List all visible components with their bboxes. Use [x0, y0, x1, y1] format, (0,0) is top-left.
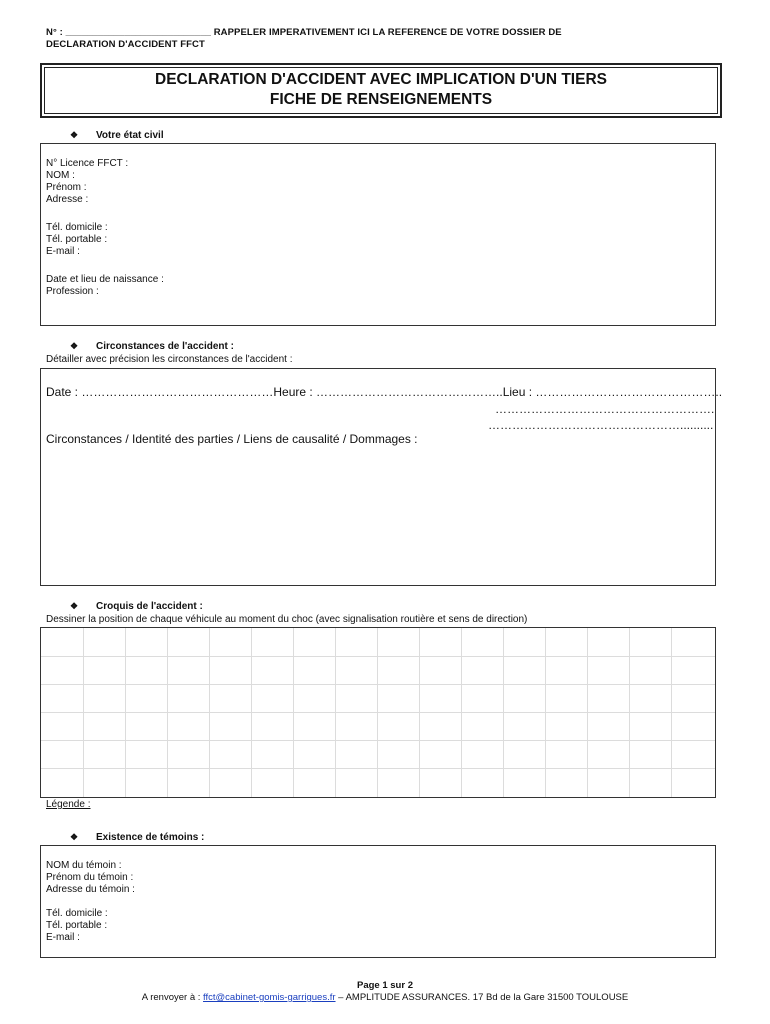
return-prefix: A renvoyer à :	[141, 992, 204, 1003]
field-profession: Profession :	[46, 286, 99, 297]
field-licence: N° Licence FFCT :	[46, 158, 129, 169]
field-nom: NOM :	[46, 170, 75, 181]
field-nom-temoin: NOM du témoin :	[46, 860, 122, 871]
circonstances-box[interactable]	[40, 368, 723, 586]
field-email: E-mail :	[46, 246, 80, 257]
field-adresse-temoin: Adresse du témoin :	[46, 884, 135, 895]
field-naissance: Date et lieu de naissance :	[46, 274, 164, 285]
circonstances-details-label: Circonstances / Identité des parties / Liens de causalité / Dommages :	[46, 432, 418, 446]
section-heading-circonstances: ❖ Circonstances de l'accident :	[70, 341, 234, 352]
dossier-reference-notice	[46, 27, 562, 51]
reference-line-1: N° : ___________________________ RAPPELER IMPERATIVEMENT ICI LA REFERENCE DE VOTRE DOSSIER DE	[46, 27, 562, 38]
croquis-instruction: Dessiner la position de chaque véhicule au moment du choc (avec signalisation routière et sens de direction)	[46, 614, 528, 625]
field-prenom: Prénom :	[46, 182, 87, 193]
field-tel-domicile: Tél. domicile :	[46, 222, 108, 233]
lieu-continuation-2: …………………………………………..........	[488, 418, 714, 432]
section-heading-temoins: ❖ Existence de témoins :	[70, 832, 205, 843]
etat-civil-fields	[41, 144, 715, 298]
temoins-box[interactable]	[40, 845, 716, 958]
etat-civil-box[interactable]	[40, 143, 716, 326]
field-prenom-temoin: Prénom du témoin :	[46, 872, 134, 883]
diamond-bullet-icon: ❖	[70, 832, 79, 842]
field-email-temoin: E-mail :	[46, 932, 80, 943]
field-tel-domicile-temoin: Tél. domicile :	[46, 908, 108, 919]
lieu-continuation-1: ……………………………………………….	[495, 402, 715, 416]
diamond-bullet-icon: ❖	[70, 601, 79, 611]
form-subtitle: FICHE DE RENSEIGNEMENTS	[269, 91, 493, 108]
reference-line-2: DECLARATION D'ACCIDENT FFCT	[46, 39, 205, 50]
circonstances-instruction: Détailler avec précision les circonstances de l'accident :	[46, 354, 293, 365]
temoins-fields	[41, 846, 715, 944]
section-heading-etat-civil: ❖ Votre état civil	[70, 130, 164, 141]
field-tel-portable-temoin: Tél. portable :	[46, 920, 108, 931]
spacer	[46, 258, 715, 274]
diamond-bullet-icon: ❖	[70, 341, 79, 351]
date-heure-lieu-line: Date : …………………………………………Heure : ………………………………………..Lieu : ………………………………………..	[46, 385, 723, 399]
sketch-grid-lines	[41, 628, 715, 797]
field-adresse: Adresse :	[46, 194, 89, 205]
sketch-grid[interactable]	[40, 627, 716, 798]
field-tel-portable: Tél. portable :	[46, 234, 108, 245]
return-address	[0, 992, 770, 1003]
diamond-bullet-icon: ❖	[70, 130, 79, 140]
page-number: Page 1 sur 2	[357, 980, 413, 991]
spacer	[46, 206, 715, 222]
return-suffix: – AMPLITUDE ASSURANCES. 17 Bd de la Gare 31500 TOULOUSE	[335, 992, 629, 1003]
email-link[interactable]: ffct@cabinet-gomis-garrigues.fr	[203, 992, 336, 1003]
form-title: DECLARATION D'ACCIDENT AVEC IMPLICATION D'UN TIERS	[155, 71, 607, 88]
section-heading-croquis: ❖ Croquis de l'accident :	[70, 601, 203, 612]
form-title-box	[40, 63, 722, 118]
spacer	[46, 896, 715, 908]
legend-label: Légende :	[46, 799, 91, 810]
